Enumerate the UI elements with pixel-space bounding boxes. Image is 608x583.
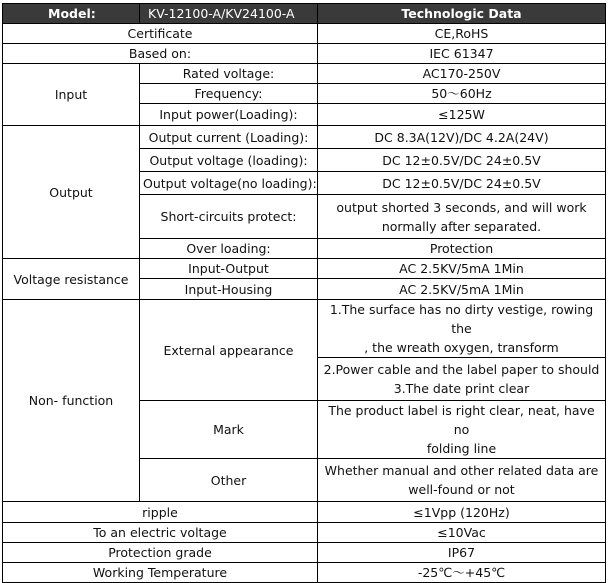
other-label: Other: [140, 459, 318, 502]
table-row: [3, 64, 606, 84]
other-value-line2: well-found or not: [408, 482, 515, 497]
other-value-line1: Whether manual and other related data are: [324, 463, 599, 478]
protection-grade-value: IP67: [318, 543, 606, 563]
external-appearance-value-1: [318, 300, 606, 358]
model-label: Model:: [3, 4, 140, 24]
external-appearance-label: External appearance: [140, 300, 318, 401]
external-appearance-value-1-line1: 1.The surface has no dirty vestige, rowing the: [329, 302, 594, 336]
table-row: [3, 523, 606, 543]
input-output-value: AC 2.5KV/5mA 1Min: [318, 259, 606, 279]
input-power-label: Input power(Loading):: [140, 104, 318, 126]
working-temperature-label: Working Temperature: [3, 563, 318, 583]
input-output-label: Input-Output: [140, 259, 318, 279]
mark-value-line2: folding line: [426, 441, 497, 456]
ripple-label: ripple: [3, 502, 318, 523]
based-on-label: Based on:: [3, 44, 318, 64]
external-appearance-value-2: [318, 358, 606, 401]
rated-voltage-label: Rated voltage:: [140, 64, 318, 84]
non-function-group-label: Non- function: [3, 300, 140, 502]
certificate-value: CE,RoHS: [318, 24, 606, 44]
table-row: [3, 563, 606, 583]
mark-value-line1: The product label is right clear, neat, have no: [328, 403, 595, 437]
mark-value: [318, 401, 606, 459]
table-row: [3, 543, 606, 563]
output-current-value: DC 8.3A(12V)/DC 4.2A(24V): [318, 126, 606, 149]
output-voltage-no-loading-value: DC 12±0.5V/DC 24±0.5V: [318, 172, 606, 195]
output-voltage-loading-label: Output voltage (loading):: [140, 149, 318, 172]
external-appearance-value-2-line1: 2.Power cable and the label paper to should: [323, 362, 600, 377]
frequency-value: 50～60Hz: [318, 84, 606, 104]
rated-voltage-value: AC170-250V: [318, 64, 606, 84]
external-appearance-value-1-line2: , the wreath oxygen, transform: [364, 340, 559, 355]
output-group-label: Output: [3, 126, 140, 259]
short-circuit-label: Short-circuits protect:: [140, 195, 318, 239]
based-on-value: IEC 61347: [318, 44, 606, 64]
short-circuit-value-line1: output shorted 3 seconds, and will work: [336, 199, 587, 215]
output-voltage-no-loading-label: Output voltage(no loading):: [140, 172, 318, 195]
working-temperature-value: -25℃～+45℃: [318, 563, 606, 583]
other-value: [318, 459, 606, 502]
over-loading-value: Protection: [318, 239, 606, 259]
output-voltage-loading-value: DC 12±0.5V/DC 24±0.5V: [318, 149, 606, 172]
tech-data-header: Technologic Data: [318, 4, 606, 24]
table-row: [3, 24, 606, 44]
input-housing-label: Input-Housing: [140, 279, 318, 300]
short-circuit-value-line2: normally after separated.: [381, 218, 542, 234]
short-circuit-value: [318, 195, 606, 239]
electric-voltage-value: ≤10Vac: [318, 523, 606, 543]
frequency-label: Frequency:: [140, 84, 318, 104]
over-loading-label: Over loading:: [140, 239, 318, 259]
table-row: [3, 126, 606, 149]
table-row: [3, 502, 606, 523]
output-current-label: Output current (Loading):: [140, 126, 318, 149]
table-row: [3, 44, 606, 64]
table-row: [3, 300, 606, 358]
certificate-label: Certificate: [3, 24, 318, 44]
table-row: [3, 259, 606, 279]
model-value: KV-12100-A/KV24100-A: [140, 4, 318, 24]
external-appearance-value-2-line2: 3.The date print clear: [393, 381, 530, 396]
protection-grade-label: Protection grade: [3, 543, 318, 563]
input-group-label: Input: [3, 64, 140, 126]
ripple-value: ≤1Vpp (120Hz): [318, 502, 606, 523]
spec-table: [2, 3, 606, 583]
electric-voltage-label: To an electric voltage: [3, 523, 318, 543]
input-housing-value: AC 2.5KV/5mA 1Min: [318, 279, 606, 300]
voltage-resistance-group-label: Voltage resistance: [3, 259, 140, 300]
mark-label: Mark: [140, 401, 318, 459]
input-power-value: ≤125W: [318, 104, 606, 126]
header-row: [3, 4, 606, 24]
